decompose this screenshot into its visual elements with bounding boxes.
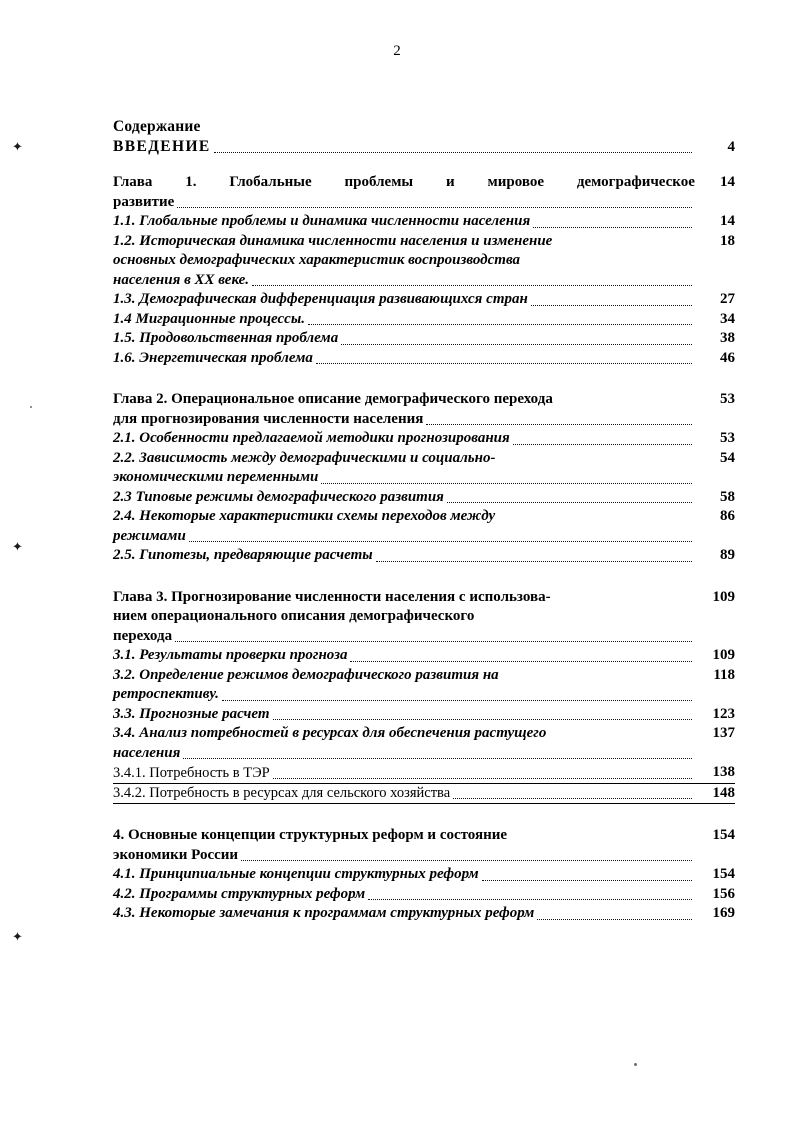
toc-chapter-title-line: перехода: [113, 627, 173, 644]
toc-entry-page: 138: [712, 764, 735, 781]
toc-section-label: 2.1. Особенности предлагаемой методики прогнозирования: [113, 430, 510, 447]
toc-heading: Содержание: [113, 118, 201, 135]
toc-entry-page: 154: [712, 827, 735, 844]
toc-section-3-1[interactable]: [113, 646, 735, 666]
toc-subsection-3-4-1[interactable]: [113, 763, 735, 784]
toc-section-label: 4.1. Принципиальные концепции структурных реформ: [113, 866, 479, 883]
leader-dots: [513, 444, 692, 445]
toc-section-label: основных демографических характеристик воспроизводства: [113, 252, 521, 269]
toc-chapter-3: [113, 588, 735, 805]
toc-entry-introduction[interactable]: [113, 137, 735, 157]
toc-section-1-2[interactable]: [113, 232, 735, 252]
toc-section-2-2[interactable]: [113, 449, 735, 469]
leader-dots: [341, 344, 692, 345]
leader-dots: [252, 285, 692, 286]
leader-dots: [241, 860, 692, 861]
toc-chapter-title[interactable]: [113, 390, 735, 410]
toc-section-1-6[interactable]: [113, 349, 735, 369]
table-of-contents: [113, 118, 735, 924]
toc-chapter-title-line: Глава 2. Операциональное описание демографического перехода: [113, 391, 553, 408]
toc-chapter-title[interactable]: [113, 588, 735, 608]
toc-section-1-5[interactable]: [113, 329, 735, 349]
toc-entry-page: 34: [720, 310, 735, 327]
toc-section-label: 1.6. Энергетическая проблема: [113, 349, 313, 366]
toc-entry-page: 89: [720, 547, 735, 564]
toc-entry-page: 14: [720, 174, 735, 191]
toc-section-2-5[interactable]: [113, 546, 735, 566]
toc-chapter-1: [113, 173, 735, 368]
toc-chapter-title-line: для прогнозирования численности населения: [113, 410, 424, 427]
leader-dots: [376, 561, 692, 562]
leader-dots: [183, 758, 692, 759]
toc-chapter-title-line: Глава 1. Глобальные проблемы и мировое демографическое: [113, 174, 695, 191]
toc-entry-page: 156: [712, 885, 735, 902]
toc-section-4-2[interactable]: [113, 885, 735, 905]
toc-entry-page: 4: [727, 138, 735, 155]
toc-section-label: 1.3. Демографическая дифференциация развивающихся стран: [113, 291, 528, 308]
leader-dots: [214, 152, 692, 153]
leader-dots: [533, 227, 692, 228]
leader-dots: [453, 798, 692, 799]
toc-section-label: населения в XX веке.: [113, 271, 250, 288]
leader-dots: [531, 305, 692, 306]
toc-chapter-title-cont[interactable]: [113, 193, 735, 213]
toc-section-3-3[interactable]: [113, 705, 735, 725]
toc-entry-page: 109: [712, 588, 735, 605]
scan-speck: [634, 1063, 637, 1066]
toc-chapter-title-line: 4. Основные концепции структурных реформ и состояние: [113, 827, 508, 844]
toc-subsection-label: 3.4.2. Потребность в ресурсах для сельского хозяйства: [113, 785, 451, 802]
toc-chapter-title-cont[interactable]: [113, 410, 735, 430]
toc-entry-page: 123: [712, 705, 735, 722]
toc-entry-page: 154: [712, 866, 735, 883]
toc-chapter-title-line: Глава 3. Прогнозирование численности населения с использова-: [113, 588, 551, 605]
leader-dots: [222, 700, 692, 701]
toc-chapter-4: [113, 826, 735, 924]
toc-section-label: 2.5. Гипотезы, предваряющие расчеты: [113, 547, 373, 564]
toc-section-2-4-cont[interactable]: [113, 527, 735, 547]
toc-section-3-4[interactable]: [113, 724, 735, 744]
toc-chapter-title[interactable]: [113, 826, 735, 846]
toc-section-3-4-cont[interactable]: [113, 744, 735, 764]
toc-chapter-title-line: экономики России: [113, 846, 239, 863]
leader-dots: [316, 363, 692, 364]
toc-section-4-1[interactable]: [113, 865, 735, 885]
toc-section-2-1[interactable]: [113, 429, 735, 449]
toc-chapter-title-cont[interactable]: [113, 846, 735, 866]
toc-entry-page: 53: [720, 430, 735, 447]
page-number: 2: [393, 43, 401, 59]
toc-section-label: 1.5. Продовольственная проблема: [113, 330, 339, 347]
toc-section-3-2[interactable]: [113, 666, 735, 686]
toc-chapter-title-line: нием операционального описания демографического: [113, 608, 475, 625]
toc-entry-label: ВВЕДЕНИЕ: [113, 138, 211, 155]
toc-section-label: 2.3 Типовые режимы демографического развития: [113, 488, 444, 505]
toc-entry-page: 18: [720, 232, 735, 249]
leader-dots: [189, 541, 692, 542]
toc-section-label: 3.2. Определение режимов демографического развития на: [113, 666, 499, 683]
toc-section-label: 2.4. Некоторые характеристики схемы переходов между: [113, 508, 496, 525]
leader-dots: [175, 641, 692, 642]
toc-entry-page: 86: [720, 508, 735, 525]
toc-chapter-title-line: развитие: [113, 193, 175, 210]
toc-entry-page: 109: [712, 647, 735, 664]
scan-artifact-mark: ✦: [12, 140, 23, 155]
toc-chapter-title-cont-1[interactable]: [113, 607, 735, 627]
toc-subsection-label: 3.4.1. Потребность в ТЭР: [113, 764, 270, 781]
toc-section-4-3[interactable]: [113, 904, 735, 924]
leader-dots: [308, 324, 692, 325]
toc-section-label: 1.2. Историческая динамика численности населения и изменение: [113, 232, 553, 249]
toc-entry-page: 58: [720, 488, 735, 505]
toc-section-label: 1.1. Глобальные проблемы и динамика численности населения: [113, 213, 531, 230]
toc-section-label: 3.3. Прогнозные расчет: [113, 705, 270, 722]
toc-entry-page: 54: [720, 449, 735, 466]
toc-section-1-2-cont-2[interactable]: [113, 271, 735, 291]
scan-speck: [30, 406, 32, 408]
toc-section-label: экономическими переменными: [113, 469, 319, 486]
toc-section-1-2-cont-1[interactable]: [113, 251, 735, 271]
scan-artifact-mark: ✦: [12, 540, 23, 555]
toc-section-label: населения: [113, 744, 181, 761]
toc-section-label: режимами: [113, 527, 186, 544]
toc-section-1-3[interactable]: [113, 290, 735, 310]
toc-chapter-2: [113, 390, 735, 566]
leader-dots: [350, 661, 692, 662]
leader-dots: [426, 424, 692, 425]
toc-section-2-4[interactable]: [113, 507, 735, 527]
toc-entry-page: 38: [720, 330, 735, 347]
toc-section-label: 3.4. Анализ потребностей в ресурсах для обеспечения растущего: [113, 725, 547, 742]
toc-section-2-3[interactable]: [113, 488, 735, 508]
toc-section-label: ретроспективу.: [113, 686, 219, 703]
leader-dots: [273, 719, 692, 720]
toc-entry-page: 137: [712, 725, 735, 742]
leader-dots: [537, 919, 692, 920]
leader-dots: [368, 899, 692, 900]
toc-section-label: 2.2. Зависимость между демографическими и социально-: [113, 449, 496, 466]
toc-entry-page: 14: [720, 213, 735, 230]
toc-entry-page: 118: [713, 666, 735, 683]
toc-section-1-1[interactable]: [113, 212, 735, 232]
toc-entry-page: 169: [712, 905, 735, 922]
toc-entry-page: 27: [720, 291, 735, 308]
toc-chapter-title-cont-2[interactable]: [113, 627, 735, 647]
toc-subsection-3-4-2[interactable]: [113, 784, 735, 805]
leader-dots: [273, 778, 692, 779]
leader-dots: [321, 483, 692, 484]
leader-dots: [447, 502, 692, 503]
toc-section-label: 4.3. Некоторые замечания к программам структурных реформ: [113, 905, 535, 922]
toc-chapter-title[interactable]: [113, 173, 735, 193]
toc-entry-page: 148: [712, 784, 735, 801]
scan-artifact-mark: ✦: [12, 930, 23, 945]
toc-entry-page: 46: [720, 349, 735, 366]
toc-section-label: 1.4 Миграционные процессы.: [113, 310, 305, 327]
toc-section-1-4[interactable]: [113, 310, 735, 330]
toc-entry-page: 53: [720, 391, 735, 408]
leader-dots: [177, 207, 692, 208]
toc-section-3-2-cont[interactable]: [113, 685, 735, 705]
toc-section-label: 4.2. Программы структурных реформ: [113, 885, 366, 902]
leader-dots: [482, 880, 692, 881]
toc-section-label: 3.1. Результаты проверки прогноза: [113, 647, 348, 664]
toc-section-2-2-cont[interactable]: [113, 468, 735, 488]
